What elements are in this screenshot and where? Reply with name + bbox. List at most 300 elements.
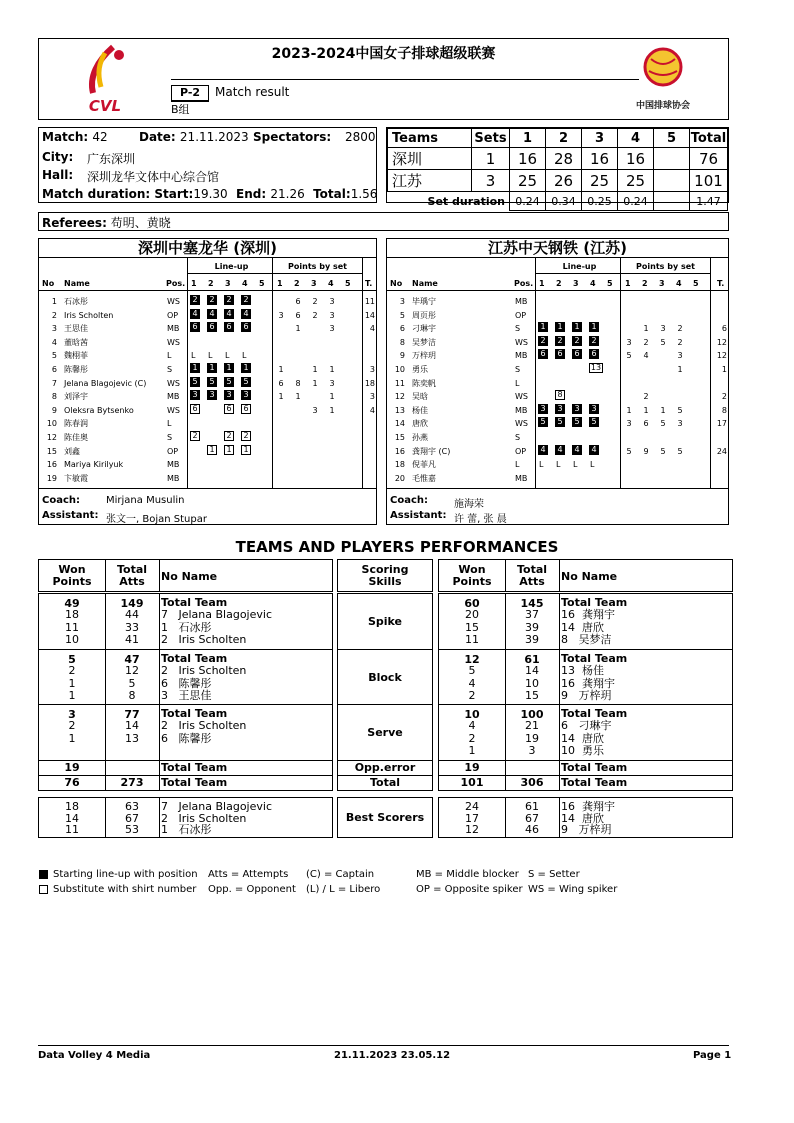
lineup-header: Line-up bbox=[562, 262, 597, 271]
total-atts: 5 bbox=[128, 676, 136, 690]
player-row bbox=[387, 295, 728, 309]
player-entry: 7 Jelana Blagojevic bbox=[161, 608, 272, 622]
text-value: 4 bbox=[618, 129, 654, 148]
starting-position: 2 bbox=[555, 336, 565, 346]
player-position: S bbox=[515, 324, 521, 334]
starting-position: 4 bbox=[241, 309, 251, 319]
player-position: WS bbox=[167, 378, 180, 388]
won-points: 19 bbox=[464, 761, 480, 774]
player-total: 1 bbox=[721, 365, 727, 374]
won-points: 24 bbox=[465, 800, 479, 813]
won-points: 4 bbox=[468, 676, 476, 690]
total-atts: 46 bbox=[525, 823, 539, 836]
player-entry: 16 龚翔宇 bbox=[561, 608, 615, 622]
text-value: 1 bbox=[472, 148, 510, 170]
libero-mark: L bbox=[242, 351, 247, 361]
player-total: 8 bbox=[721, 405, 727, 415]
player-number: 1 bbox=[51, 297, 57, 306]
player-position: OP bbox=[167, 446, 179, 456]
text-value: 16 bbox=[582, 148, 618, 170]
won-points: 10 bbox=[65, 633, 79, 647]
text-value: 0.24 bbox=[510, 192, 546, 211]
total-atts: 39 bbox=[525, 620, 539, 634]
player-name: 吴梦洁 bbox=[412, 337, 436, 347]
player-entry: 10 勇乐 bbox=[561, 744, 604, 758]
text-value: 3 bbox=[472, 170, 510, 192]
total-atts: 53 bbox=[125, 823, 139, 836]
set-points: 1 bbox=[329, 365, 335, 374]
perf-header-skills bbox=[337, 559, 433, 592]
player-entry: 13 杨佳 bbox=[561, 664, 604, 678]
player-total: 14 bbox=[364, 310, 375, 320]
won-points: 1 bbox=[68, 689, 76, 703]
player-number: 16 bbox=[46, 460, 57, 470]
starting-position: 3 bbox=[241, 390, 251, 400]
total-atts: 67 bbox=[525, 811, 539, 825]
starting-position: 3 bbox=[589, 404, 599, 414]
player-name: 毕瑀宁 bbox=[412, 297, 436, 306]
player-entry: 6 刁琳宇 bbox=[561, 719, 612, 733]
player-name: 吴晗 bbox=[412, 392, 428, 402]
text-value: Teams bbox=[388, 129, 472, 148]
starting-position: 6 bbox=[538, 349, 548, 359]
points-set-num: 1 bbox=[277, 279, 283, 288]
total-atts: 12 bbox=[125, 664, 139, 678]
text-value: City: bbox=[42, 150, 74, 164]
total-atts: 14 bbox=[525, 664, 539, 678]
player-position: MB bbox=[515, 473, 528, 483]
referee-names: 苟明、黄晓 bbox=[110, 216, 171, 230]
text-value: Won Points bbox=[52, 563, 92, 588]
set-points: 2 bbox=[312, 297, 318, 306]
starting-position: 2 bbox=[241, 295, 251, 305]
starting-position: 1 bbox=[589, 322, 599, 332]
text-value: CVL bbox=[88, 97, 122, 115]
starting-position: 3 bbox=[207, 390, 217, 400]
col-total: T. bbox=[365, 279, 373, 288]
won-points: 19 bbox=[64, 761, 80, 774]
libero-mark: L bbox=[208, 351, 213, 361]
player-entry: 1 石冰彤 bbox=[161, 823, 212, 836]
text-value: Spectators: bbox=[253, 130, 332, 144]
set-points: 1 bbox=[312, 378, 318, 388]
total-atts: 13 bbox=[125, 731, 139, 745]
lineup-set-num: 4 bbox=[242, 279, 248, 288]
player-number: 8 bbox=[51, 392, 57, 402]
spectators: 2800 bbox=[345, 130, 376, 144]
text-value: Hall: bbox=[42, 168, 74, 182]
total-atts: 67 bbox=[125, 811, 139, 825]
text-value: Date: bbox=[139, 130, 176, 144]
set-points: 3 bbox=[329, 297, 335, 306]
total-time: 1.56 bbox=[350, 187, 378, 201]
starting-position: 3 bbox=[224, 390, 234, 400]
player-row bbox=[39, 458, 376, 472]
player-name: 周页彤 bbox=[412, 310, 436, 320]
text-value: 0.25 bbox=[582, 192, 618, 211]
text-value: 江苏 bbox=[388, 170, 472, 192]
starting-position: 6 bbox=[207, 322, 217, 332]
player-position: OP bbox=[515, 446, 527, 456]
player-entry: 2 Iris Scholten bbox=[161, 633, 247, 647]
won-points: 11 bbox=[465, 633, 479, 647]
text-value: Match duration: bbox=[42, 187, 151, 201]
starting-position: 1 bbox=[224, 363, 234, 373]
libero-mark: L bbox=[191, 351, 196, 361]
won-points: 2 bbox=[68, 719, 76, 733]
points-set-num: 3 bbox=[311, 279, 317, 288]
won-points: 18 bbox=[65, 800, 79, 813]
starting-position: 2 bbox=[207, 295, 217, 305]
cvl-logo bbox=[75, 43, 135, 115]
set-points: 3 bbox=[329, 378, 335, 388]
player-number: 20 bbox=[394, 473, 405, 483]
text-value: Total Atts bbox=[116, 563, 148, 588]
player-row bbox=[39, 349, 376, 363]
set-points: 3 bbox=[660, 324, 666, 334]
points-set-num: 4 bbox=[328, 279, 334, 288]
player-position: MB bbox=[515, 297, 528, 306]
perf-block-b bbox=[438, 704, 733, 761]
player-row bbox=[39, 336, 376, 350]
player-number: 9 bbox=[51, 405, 57, 415]
city: 广东深圳 bbox=[87, 152, 136, 166]
player-number: 6 bbox=[51, 365, 57, 374]
starting-position: 4 bbox=[224, 309, 234, 319]
player-row bbox=[387, 404, 728, 418]
player-name: 卞敏霞 bbox=[64, 473, 88, 483]
player-position: WS bbox=[515, 419, 528, 429]
set-points: 1 bbox=[677, 365, 683, 374]
player-position: MB bbox=[515, 351, 528, 361]
text-value: Opp. = Opponent bbox=[208, 884, 296, 895]
starting-position: 2 bbox=[538, 336, 548, 346]
set-points: 1 bbox=[278, 392, 284, 402]
libero-mark: L bbox=[573, 460, 578, 470]
referees bbox=[38, 212, 729, 231]
player-row bbox=[39, 295, 376, 309]
skill-cell bbox=[337, 797, 433, 838]
starting-position: 3 bbox=[190, 390, 200, 400]
player-name: 龚翔宇 (C) bbox=[412, 446, 451, 456]
player-entry: 9 万梓玥 bbox=[561, 823, 612, 836]
player-row bbox=[387, 458, 728, 472]
player-entry: 6 陈馨彤 bbox=[161, 676, 212, 690]
starting-position: 3 bbox=[572, 404, 582, 414]
player-name: 王思佳 bbox=[64, 324, 88, 334]
won-points: 17 bbox=[465, 811, 479, 825]
starting-position: 6 bbox=[555, 349, 565, 359]
player-entry: 14 唐欣 bbox=[561, 731, 604, 745]
group-label: B组 bbox=[171, 103, 190, 116]
player-row bbox=[387, 349, 728, 363]
player-row bbox=[387, 472, 728, 486]
set-points: 6 bbox=[643, 419, 649, 429]
text-value: (C) = Captain bbox=[306, 869, 375, 880]
player-position: MB bbox=[167, 460, 180, 470]
set-points: 5 bbox=[626, 446, 632, 456]
perf-block-b bbox=[438, 593, 733, 650]
player-row bbox=[39, 472, 376, 486]
text-value: WS = Wing spiker bbox=[528, 884, 618, 895]
total-atts: 3 bbox=[528, 744, 536, 758]
player-name: 万梓玥 bbox=[412, 351, 436, 361]
player-name: 陈佳奥 bbox=[64, 433, 88, 442]
player-entry: 2 Iris Scholten bbox=[161, 719, 247, 733]
libero-mark: L bbox=[225, 351, 230, 361]
set-points: 9 bbox=[643, 446, 649, 456]
player-total: 12 bbox=[716, 351, 727, 361]
col-pos: Pos. bbox=[514, 279, 534, 288]
player-total: 17 bbox=[716, 419, 727, 429]
player-name: Jelana Blagojevic (C) bbox=[64, 378, 147, 388]
lineup-set-num: 3 bbox=[225, 279, 231, 288]
player-number: 3 bbox=[399, 297, 405, 306]
match-number: 42 bbox=[92, 130, 108, 144]
performance-title: TEAMS AND PLAYERS PERFORMANCES bbox=[235, 538, 559, 556]
player-number: 11 bbox=[394, 378, 405, 388]
player-total: 24 bbox=[716, 446, 727, 456]
player-name: 石冰彤 bbox=[64, 297, 88, 306]
lineup-set-num: 4 bbox=[590, 279, 596, 288]
player-name: 唐欣 bbox=[412, 419, 428, 429]
total-atts: 47 bbox=[124, 653, 140, 666]
player-total: 3 bbox=[369, 392, 375, 402]
won-points: 1 bbox=[468, 744, 476, 758]
player-position: L bbox=[167, 351, 172, 361]
starting-position: 6 bbox=[572, 349, 582, 359]
starting-position: 4 bbox=[207, 309, 217, 319]
won-points: 14 bbox=[65, 811, 79, 825]
player-position: L bbox=[515, 460, 520, 470]
player-name: Iris Scholten bbox=[64, 310, 114, 320]
set-points: 6 bbox=[295, 297, 301, 306]
set-points: 2 bbox=[312, 310, 318, 320]
player-position: OP bbox=[515, 310, 527, 320]
row-label: Total Team bbox=[561, 707, 628, 720]
set-points: 3 bbox=[329, 324, 335, 334]
player-total: 3 bbox=[369, 365, 375, 374]
total-atts: 10 bbox=[525, 676, 539, 690]
text-value: Sets bbox=[472, 129, 510, 148]
player-row bbox=[387, 363, 728, 377]
player-row bbox=[39, 322, 376, 336]
substitute-number: 13 bbox=[590, 363, 602, 372]
won-points: 15 bbox=[465, 620, 479, 634]
points-set-num: 4 bbox=[676, 279, 682, 288]
perf-block-a bbox=[38, 649, 333, 705]
player-row bbox=[387, 377, 728, 391]
substitute-number: 6 bbox=[224, 404, 234, 414]
set-points: 1 bbox=[295, 324, 301, 334]
text-value: No Name bbox=[561, 570, 618, 583]
text-value: 1 bbox=[510, 129, 546, 148]
player-entry: 9 万梓玥 bbox=[561, 689, 612, 703]
player-position: MB bbox=[515, 405, 528, 415]
won-points: 49 bbox=[64, 597, 80, 610]
player-number: 3 bbox=[51, 324, 57, 334]
text-value: 101 bbox=[690, 170, 728, 192]
row-label: Total Team bbox=[561, 652, 628, 665]
total-atts: 15 bbox=[525, 689, 539, 703]
points-set-num: 5 bbox=[693, 279, 699, 288]
player-name: 刁琳宇 bbox=[412, 324, 436, 334]
skill-name: Total bbox=[369, 776, 401, 789]
player-number: 5 bbox=[399, 310, 405, 320]
player-name: 陈春润 bbox=[64, 419, 88, 429]
starting-position: 5 bbox=[224, 377, 234, 387]
total-atts: 149 bbox=[120, 597, 144, 610]
starting-position: 4 bbox=[555, 445, 565, 455]
col-name: Name bbox=[412, 279, 438, 288]
set-points: 3 bbox=[329, 310, 335, 320]
starting-position: 1 bbox=[538, 322, 548, 332]
points-set-num: 1 bbox=[625, 279, 631, 288]
player-row bbox=[387, 309, 728, 323]
starting-position: 5 bbox=[538, 417, 548, 427]
match-code: P-2 bbox=[171, 85, 209, 102]
substitute-number: 1 bbox=[207, 445, 217, 455]
player-number: 15 bbox=[394, 433, 405, 442]
row-label: Total Team bbox=[161, 652, 228, 665]
won-points: 11 bbox=[65, 823, 79, 836]
player-number: 6 bbox=[399, 324, 405, 334]
player-number: 12 bbox=[46, 433, 57, 442]
player-position: L bbox=[167, 419, 172, 429]
player-position: MB bbox=[167, 324, 180, 334]
team-a-panel bbox=[38, 238, 377, 525]
text-value: 1.47 bbox=[690, 192, 728, 211]
col-name: Name bbox=[64, 279, 90, 288]
text-value: (L) / L = Libero bbox=[306, 884, 381, 895]
set-points: 3 bbox=[677, 419, 683, 429]
text-value: Match: bbox=[42, 130, 89, 144]
starting-position: 5 bbox=[555, 417, 565, 427]
player-position: WS bbox=[515, 392, 528, 402]
points-set-num: 2 bbox=[642, 279, 648, 288]
starting-position: 6 bbox=[224, 322, 234, 332]
starting-position: 1 bbox=[207, 363, 217, 373]
set-points: 6 bbox=[295, 310, 301, 320]
legend-start-swatch bbox=[39, 870, 48, 879]
player-row bbox=[387, 336, 728, 350]
total-atts: 44 bbox=[125, 608, 139, 622]
player-name: 刘泽宇 bbox=[64, 392, 88, 402]
starting-position: 5 bbox=[241, 377, 251, 387]
text-value: Set duration bbox=[388, 192, 510, 211]
best-scorers-b bbox=[438, 797, 733, 838]
text-value: No Name bbox=[161, 570, 218, 583]
perf-header-a bbox=[38, 559, 333, 592]
won-points: 4 bbox=[468, 719, 476, 733]
col-no: No bbox=[390, 279, 403, 288]
perf-header-b bbox=[438, 559, 733, 592]
player-position: S bbox=[515, 365, 521, 374]
set-points: 3 bbox=[312, 405, 318, 415]
player-row bbox=[387, 431, 728, 445]
starting-position: 4 bbox=[589, 445, 599, 455]
text-value: Total bbox=[690, 130, 727, 146]
starting-position: 2 bbox=[224, 295, 234, 305]
substitute-number: 2 bbox=[241, 431, 251, 441]
report-title: 2023-2024中国女子排球超级联赛 bbox=[271, 46, 496, 62]
set-points: 2 bbox=[643, 392, 649, 402]
player-number: 16 bbox=[394, 446, 405, 456]
player-total: 2 bbox=[721, 392, 727, 402]
starting-position: 1 bbox=[572, 322, 582, 332]
text-value: 5 bbox=[654, 129, 690, 148]
text-value: 16 bbox=[618, 148, 654, 170]
text-value: MB = Middle blocker bbox=[416, 869, 519, 880]
text-value: 25 bbox=[582, 170, 618, 192]
player-row bbox=[387, 390, 728, 404]
assistant bbox=[42, 510, 207, 525]
set-points: 5 bbox=[677, 405, 683, 415]
starting-position: 5 bbox=[589, 417, 599, 427]
set-points: 4 bbox=[643, 351, 649, 361]
player-name: 倪菲凡 bbox=[412, 460, 436, 470]
skill-name: Opp.error bbox=[354, 761, 416, 774]
text-value: 3 bbox=[582, 129, 618, 148]
points-by-set-header: Points by set bbox=[288, 262, 347, 271]
assistant bbox=[390, 510, 507, 525]
substitute-number: 2 bbox=[190, 431, 200, 441]
player-entry: 6 陈馨彤 bbox=[161, 731, 212, 745]
points-set-num: 3 bbox=[659, 279, 665, 288]
won-points: 18 bbox=[65, 608, 79, 622]
text-value: 0.24 bbox=[618, 192, 654, 211]
libero-mark: L bbox=[590, 460, 595, 470]
skill-cell bbox=[337, 704, 433, 761]
player-name: 陈奕帆 bbox=[412, 378, 436, 388]
won-points: 5 bbox=[468, 664, 476, 678]
won-points: 3 bbox=[68, 708, 76, 721]
skill-name: Block bbox=[368, 670, 402, 684]
player-row bbox=[39, 390, 376, 404]
player-name: 勇乐 bbox=[412, 365, 428, 374]
won-points: 10 bbox=[464, 708, 480, 721]
text-value bbox=[654, 170, 690, 192]
starting-position: 1 bbox=[241, 363, 251, 373]
player-name: Oleksra Bytsenko bbox=[64, 405, 134, 415]
player-name: 魏栩菲 bbox=[64, 351, 88, 361]
perf-block-a bbox=[38, 593, 333, 650]
set-points: 3 bbox=[626, 337, 632, 347]
player-number: 15 bbox=[46, 446, 57, 456]
set-points: 5 bbox=[660, 446, 666, 456]
player-position: WS bbox=[515, 337, 528, 347]
sets-table bbox=[386, 127, 729, 208]
starting-position: 4 bbox=[190, 309, 200, 319]
set-points: 5 bbox=[677, 446, 683, 456]
player-total: 18 bbox=[364, 378, 375, 388]
player-position: S bbox=[167, 365, 173, 374]
perf-block-b bbox=[438, 775, 733, 791]
text-value: 25 bbox=[510, 170, 546, 192]
player-position: WS bbox=[167, 297, 180, 306]
set-points: 6 bbox=[278, 378, 284, 388]
perf-block-a bbox=[38, 704, 333, 761]
text-value: Coach: bbox=[42, 495, 81, 506]
set-points: 1 bbox=[295, 392, 301, 402]
lineup-set-num: 3 bbox=[573, 279, 579, 288]
total-atts: 19 bbox=[525, 731, 539, 745]
player-name: 陈馨彤 bbox=[64, 365, 88, 374]
coach bbox=[42, 495, 185, 506]
total-atts: 37 bbox=[525, 608, 539, 622]
player-name: 毛惟嘉 bbox=[412, 473, 436, 483]
points-set-num: 2 bbox=[294, 279, 300, 288]
